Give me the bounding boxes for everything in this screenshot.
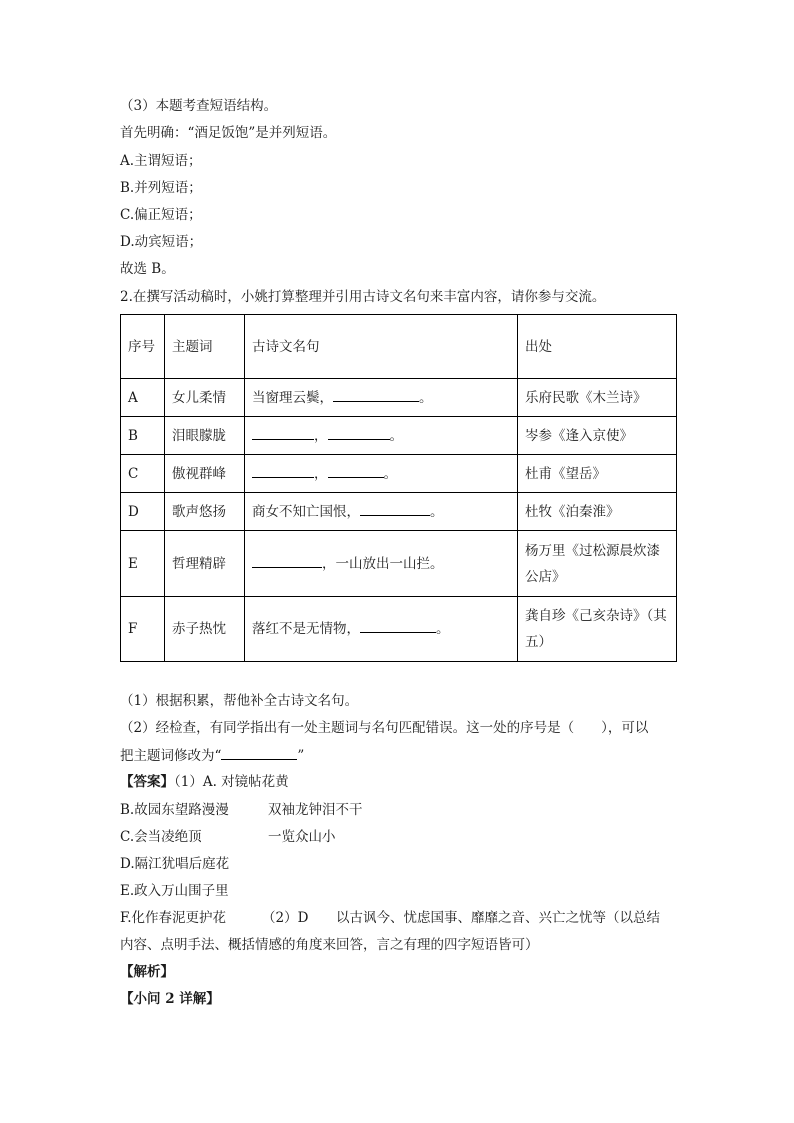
answer-blank[interactable] [333, 387, 419, 402]
answer-blank[interactable] [328, 463, 384, 478]
row-theme: 泪眼朦胧 [165, 417, 245, 455]
answer-blank[interactable] [360, 501, 430, 516]
analysis-label: 【解析】 [120, 964, 174, 980]
answer-line-e: E.政入万山围子里 [120, 883, 229, 899]
sub-question-2-detail-label: 【小问 2 详解】 [120, 991, 220, 1007]
table-header-row [121, 315, 677, 379]
sub-question-2-line1: （2）经检查，有同学指出有一处主题词与名句匹配错误。这一处的序号是（ ），可以 [120, 720, 649, 736]
row-source: 杜牧《泊秦淮》 [518, 493, 677, 531]
row-source: 龚自珍《己亥杂诗》（其五） [518, 597, 677, 662]
analysis-line-1: （3）本题考查短语结构。 [120, 98, 278, 114]
table-row [121, 379, 677, 417]
poem-table [120, 314, 677, 662]
row-source: 杜甫《望岳》 [518, 455, 677, 493]
row-id: B [121, 417, 165, 455]
answer-blank[interactable] [252, 463, 314, 478]
answer-line-c: C.会当凌绝顶 [120, 829, 202, 845]
row-source: 乐府民歌《木兰诗》 [518, 379, 677, 417]
analysis-line-2: 首先明确：“酒足饭饱”是并列短语。 [120, 125, 337, 141]
answer-line-a: 【答案】（1）A. 对镜帖花黄 [120, 774, 289, 790]
theme-fix-blank[interactable] [221, 745, 297, 760]
row-verse: 当窗理云鬓， 。 [245, 379, 518, 417]
answer-line-b: B.故园东望路漫漫 [120, 802, 229, 818]
row-theme: 傲视群峰 [165, 455, 245, 493]
table-row [121, 597, 677, 662]
header-theme: 主题词 [165, 315, 245, 379]
row-theme: 女儿柔情 [165, 379, 245, 417]
row-verse: ，一山放出一山拦。 [245, 531, 518, 597]
row-id: E [121, 531, 165, 597]
option-d-line: D.动宾短语； [120, 234, 203, 250]
header-source: 出处 [518, 315, 677, 379]
answer-line-c-second: 一览众山小 [268, 829, 336, 845]
sub-question-2-line2: 把主题词修改为“ ” [120, 745, 304, 766]
row-verse: 落红不是无情物， 。 [245, 597, 518, 662]
answer-line-b-second: 双袖龙钟泪不干 [268, 802, 363, 818]
choice-conclusion: 故选 B。 [120, 261, 175, 277]
answer-part-2: （2）D [262, 910, 309, 926]
answer-part-2-note-cont: 内容、点明手法、概括情感的角度来回答，言之有理的四字短语皆可） [120, 937, 539, 953]
row-source: 岑参《逢入京使》 [518, 417, 677, 455]
row-id: A [121, 379, 165, 417]
answer-line-d: D.隔江犹唱后庭花 [120, 856, 230, 872]
sub-question-1: （1）根据积累，帮他补全古诗文名句。 [120, 693, 359, 709]
header-index: 序号 [121, 315, 165, 379]
answer-part-2-note: 以古讽今、忧虑国事、靡靡之音、兴亡之忧等（以总结 [336, 910, 660, 926]
table-row [121, 493, 677, 531]
row-theme: 歌声悠扬 [165, 493, 245, 531]
row-theme: 哲理精辟 [165, 531, 245, 597]
row-id: F [121, 597, 165, 662]
row-verse: ， 。 [245, 417, 518, 455]
answer-blank[interactable] [252, 425, 314, 440]
header-verse: 古诗文名句 [245, 315, 518, 379]
option-b-line: B.并列短语； [120, 180, 202, 196]
answer-blank[interactable] [328, 425, 390, 440]
answer-blank[interactable] [360, 618, 436, 633]
answer-line-f: F.化作春泥更护花 [120, 910, 227, 926]
question-2-stem: 2.在撰写活动稿时，小姚打算整理并引用古诗文名句来丰富内容，请你参与交流。 [120, 289, 606, 305]
row-id: D [121, 493, 165, 531]
answer-label: 【答案】 [120, 774, 174, 790]
row-verse: ， 。 [245, 455, 518, 493]
row-id: C [121, 455, 165, 493]
row-source: 杨万里《过松源晨炊漆公店》 [518, 531, 677, 597]
option-a-line: A.主谓短语； [120, 153, 202, 169]
table-row [121, 531, 677, 597]
answer-blank[interactable] [252, 553, 322, 568]
table-row [121, 417, 677, 455]
table-row [121, 455, 677, 493]
row-verse: 商女不知亡国恨， 。 [245, 493, 518, 531]
option-c-line: C.偏正短语； [120, 207, 202, 223]
row-theme: 赤子热忱 [165, 597, 245, 662]
